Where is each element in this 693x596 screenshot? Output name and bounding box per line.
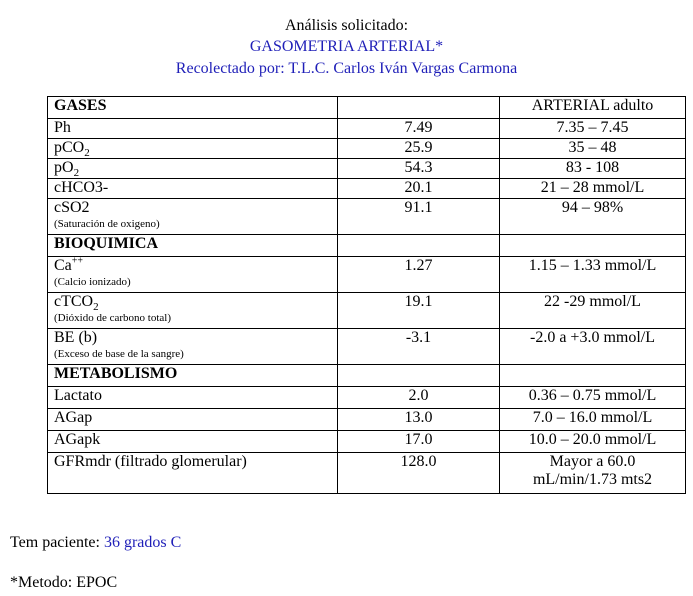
section-gases: GASES	[48, 97, 338, 119]
table-row	[48, 329, 686, 365]
param-name: pCO$_2$	[48, 139, 338, 159]
param-value: 128.0	[338, 453, 500, 494]
param-reference: 83 - 108	[500, 159, 686, 179]
param-name: cTCO$_2$ (Dióxido de carbono total)	[48, 293, 338, 329]
param-name: Lactato	[48, 387, 338, 409]
section-row	[48, 235, 686, 257]
param-reference: 35 – 48	[500, 139, 686, 159]
patient-temperature	[10, 533, 181, 553]
empty-cell	[338, 235, 500, 257]
section-metabolismo: METABOLISMO	[48, 365, 338, 387]
table-row	[48, 409, 686, 431]
param-value: 25.9	[338, 139, 500, 159]
table-row	[48, 119, 686, 139]
table-row	[48, 431, 686, 453]
param-reference: Mayor a 60.0 mL/min/1.73 mts2	[500, 453, 686, 494]
section-bioquimica: BIOQUIMICA	[48, 235, 338, 257]
param-value: 17.0	[338, 431, 500, 453]
temp-value: 36 grados C	[103, 534, 182, 551]
param-value: -3.1	[338, 329, 500, 365]
param-reference: 21 – 28 mmol/L	[500, 179, 686, 199]
param-name: cHCO3-	[48, 179, 338, 199]
param-name: Ca++ (Calcio ionizado)	[48, 257, 338, 293]
table-row	[48, 159, 686, 179]
collected-by: Recolectado por: T.L.C. Carlos Iván Vargas Carmona	[175, 60, 518, 77]
param-reference: 7.0 – 16.0 mmol/L	[500, 409, 686, 431]
empty-cell	[338, 365, 500, 387]
method-note: *Metodo: EPOC	[10, 574, 118, 591]
param-name: $pO_2$	[48, 159, 338, 179]
section-row	[48, 365, 686, 387]
param-value: 54.3	[338, 159, 500, 179]
param-value: 7.49	[338, 119, 500, 139]
analysis-title: GASOMETRIA ARTERIAL*	[249, 38, 444, 55]
param-value: 13.0	[338, 409, 500, 431]
param-reference: -2.0 a +3.0 mmol/L	[500, 329, 686, 365]
param-name: AGap	[48, 409, 338, 431]
table-row	[48, 257, 686, 293]
results-table	[47, 96, 686, 494]
empty-cell	[338, 97, 500, 119]
table-row	[48, 199, 686, 235]
param-reference: 22 -29 mmol/L	[500, 293, 686, 329]
reference-header: ARTERIAL adulto	[500, 97, 686, 119]
param-reference: 7.35 – 7.45	[500, 119, 686, 139]
param-name: Ph	[48, 119, 338, 139]
table-header-row	[48, 97, 686, 119]
param-name: cSO2 (Saturación de oxigeno)	[48, 199, 338, 235]
empty-cell	[500, 365, 686, 387]
temp-label: Tem paciente:	[10, 534, 100, 551]
param-reference: 1.15 – 1.33 mmol/L	[500, 257, 686, 293]
empty-cell	[500, 235, 686, 257]
param-value: 19.1	[338, 293, 500, 329]
param-reference: 94 – 98%	[500, 199, 686, 235]
param-value: 2.0	[338, 387, 500, 409]
param-name: AGapk	[48, 431, 338, 453]
param-value: 91.1	[338, 199, 500, 235]
param-value: 1.27	[338, 257, 500, 293]
table-row	[48, 453, 686, 494]
param-reference: 0.36 – 0.75 mmol/L	[500, 387, 686, 409]
table-row	[48, 139, 686, 159]
table-row	[48, 179, 686, 199]
analysis-label: Análisis solicitado:	[284, 17, 409, 34]
param-name: BE (b) (Exceso de base de la sangre)	[48, 329, 338, 365]
param-name: GFRmdr (filtrado glomerular)	[48, 453, 338, 494]
param-reference: 10.0 – 20.0 mmol/L	[500, 431, 686, 453]
table-row	[48, 387, 686, 409]
param-value: 20.1	[338, 179, 500, 199]
table-row	[48, 293, 686, 329]
